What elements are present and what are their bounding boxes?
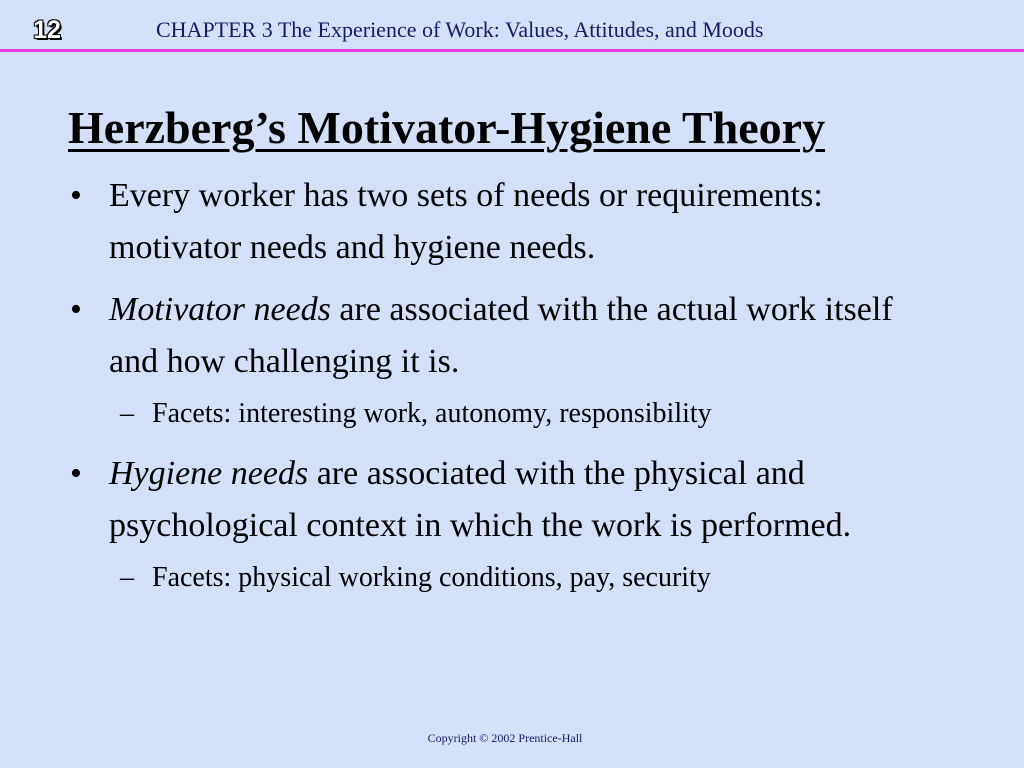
header-divider (0, 49, 1024, 52)
sub-bullet-text: Facets: interesting work, autonomy, responsibility (152, 398, 712, 429)
chapter-title: CHAPTER 3 The Experience of Work: Values, Attitudes, and Moods (156, 17, 764, 42)
slide-content (70, 170, 950, 612)
bullet-marker: • (70, 455, 82, 492)
bullet-text: are associated with the actual work itself and how challenging it is. (109, 291, 893, 380)
slide-number: 12 (33, 16, 61, 44)
bullet-emphasis: Hygiene needs (109, 455, 309, 492)
sub-bullet-marker: – (120, 562, 134, 593)
sub-bullet-text: Facets: physical working conditions, pay, security (152, 562, 711, 593)
bullet-marker: • (70, 177, 82, 214)
bullet-motivator-needs (70, 284, 950, 388)
bullet-marker: • (70, 291, 82, 328)
bullet-text: are associated with the physical and psychological context in which the work is performed. (109, 455, 852, 544)
sub-bullet-hygiene-facets (70, 556, 950, 600)
bullet-emphasis: Motivator needs (109, 291, 331, 328)
bullet-worker-needs (70, 170, 950, 274)
bullet-hygiene-needs (70, 448, 950, 552)
slide-title: Herzberg’s Motivator-Hygiene Theory (68, 102, 826, 153)
sub-bullet-marker: – (120, 398, 134, 429)
sub-bullet-motivator-facets (70, 392, 950, 436)
copyright-footer: Copyright © 2002 Prentice-Hall (427, 731, 583, 745)
bullet-text: Every worker has two sets of needs or requirements: motivator needs and hygiene needs. (109, 177, 823, 266)
